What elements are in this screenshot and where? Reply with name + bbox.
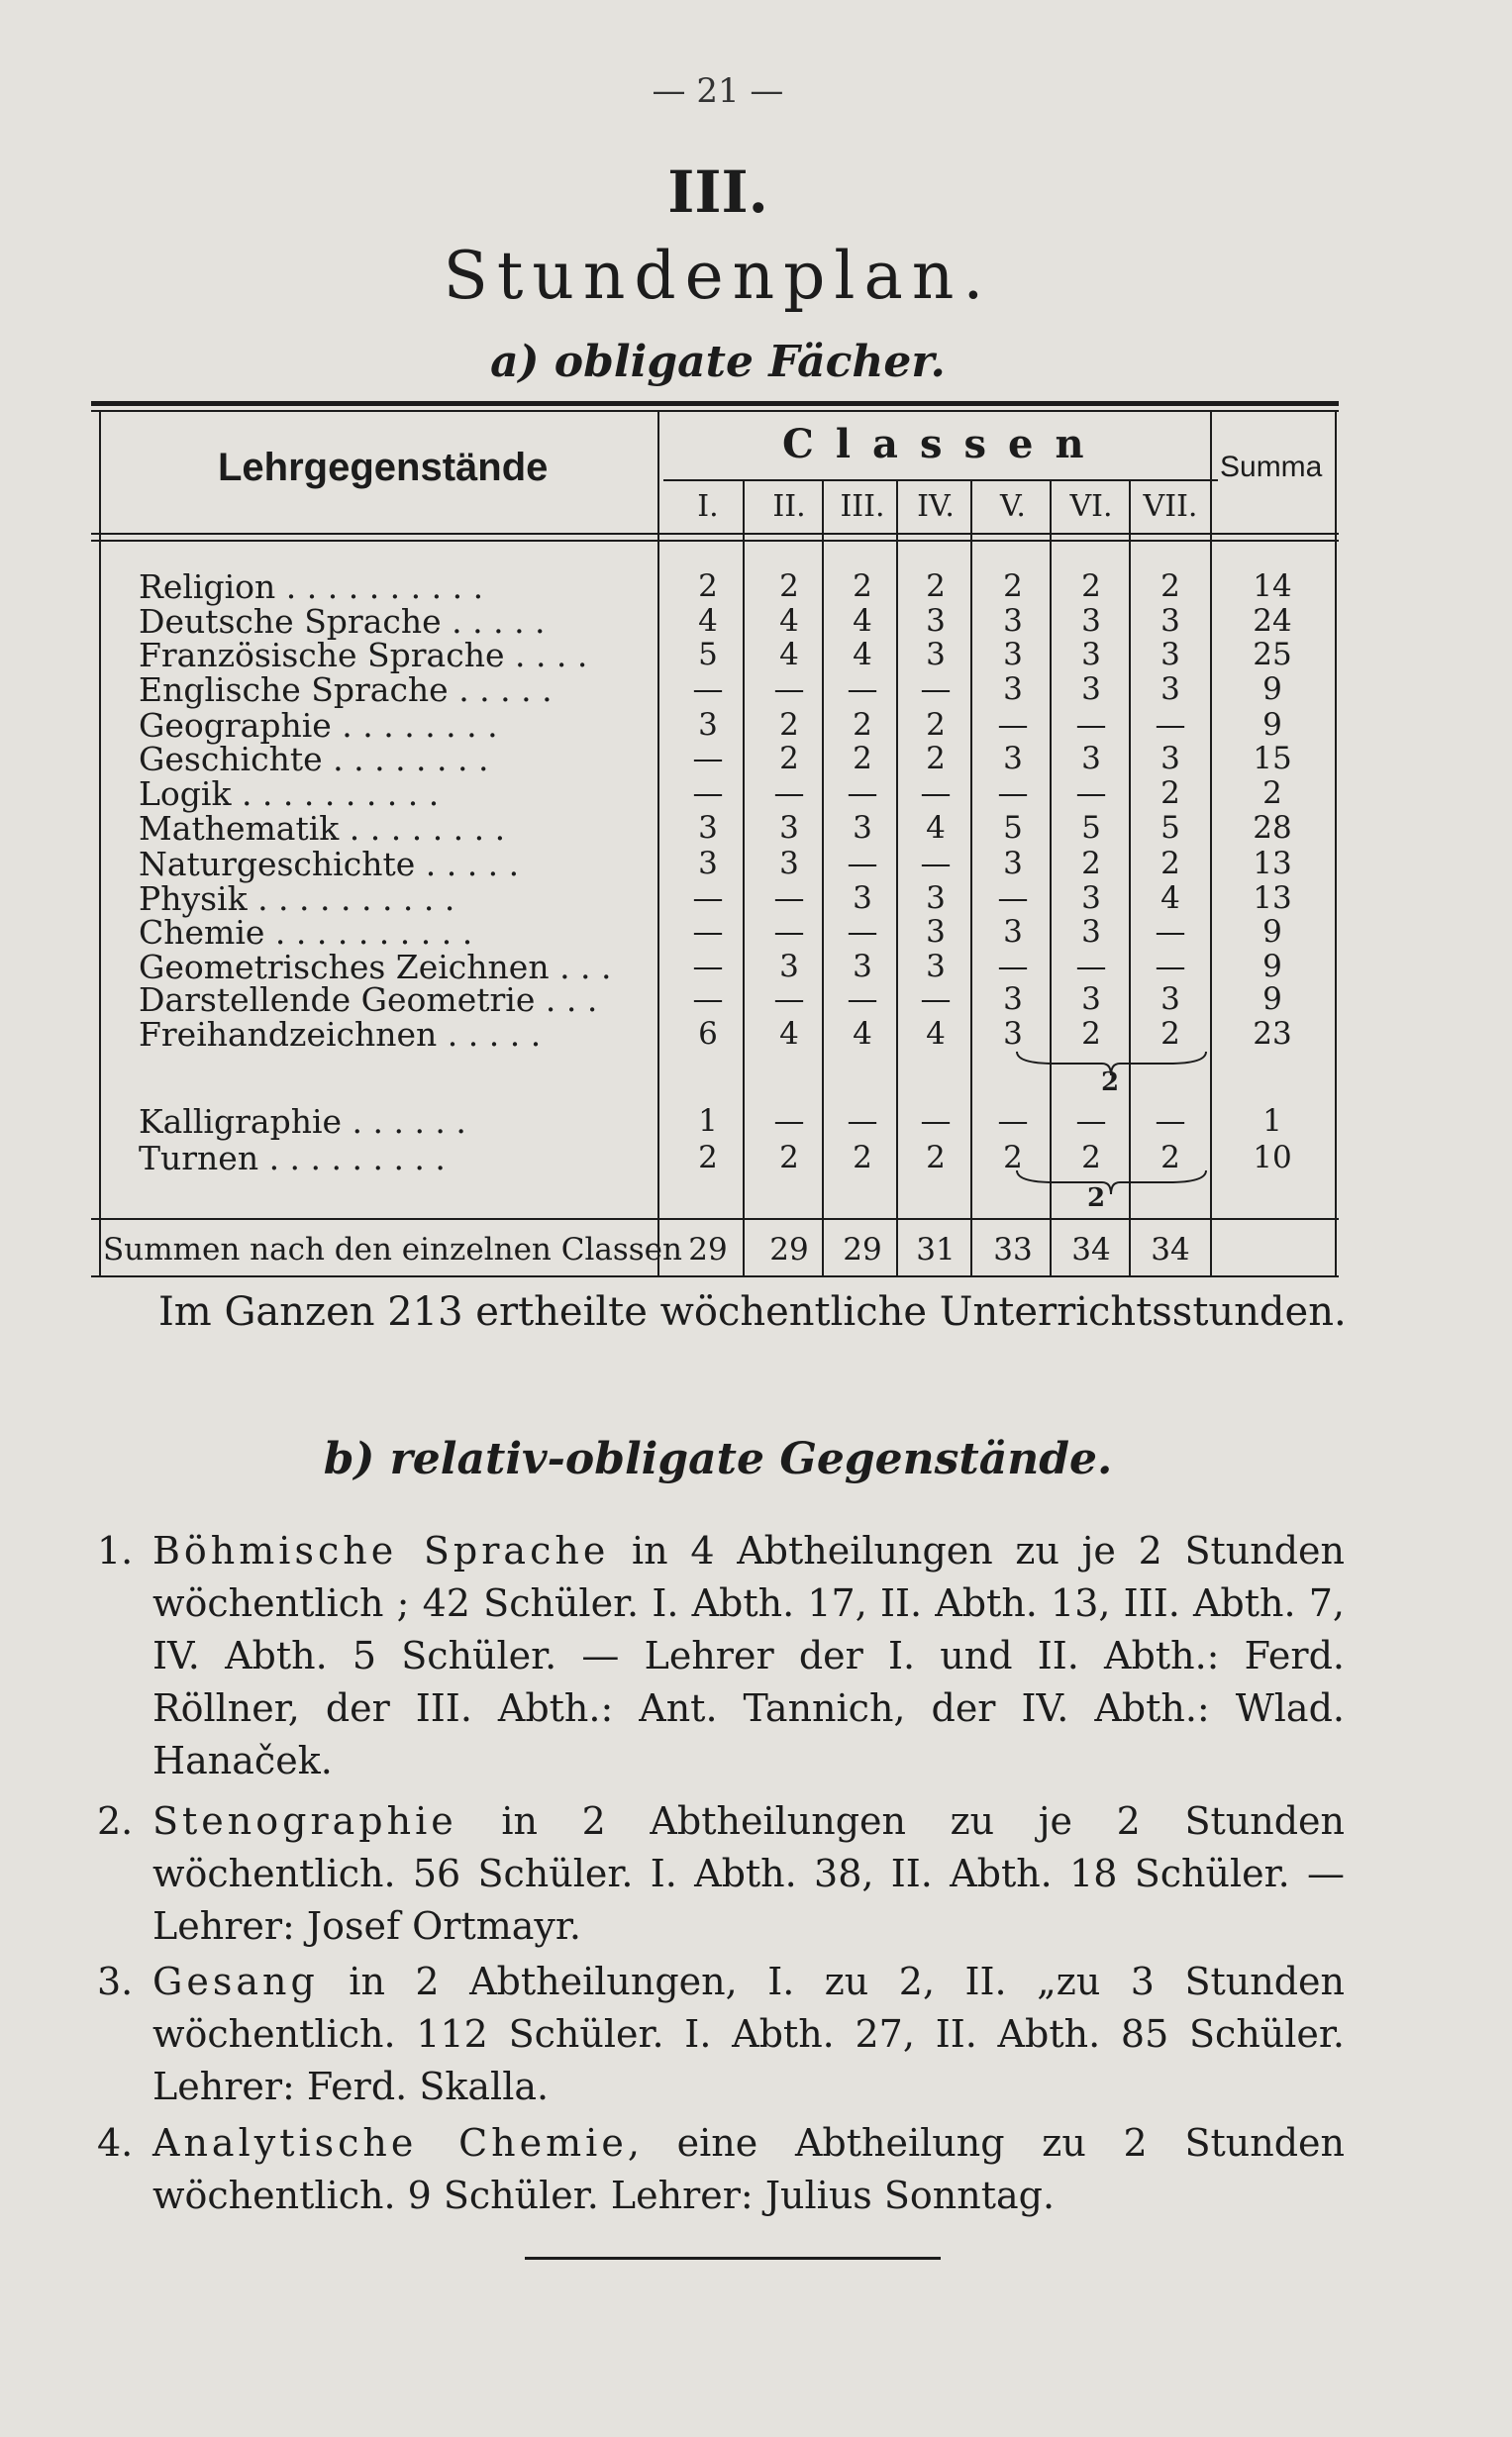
class-total: 33 xyxy=(993,1232,1033,1268)
section-a-heading: a) obligate Fächer. xyxy=(490,337,946,387)
class-total: 34 xyxy=(1071,1232,1111,1268)
hours-cell: 2 xyxy=(698,568,718,604)
hours-cell: — xyxy=(1155,914,1186,950)
hours-cell: 3 xyxy=(1003,637,1023,672)
subject-label: Naturgeschichte . . . . . xyxy=(139,845,520,883)
row-sum: 13 xyxy=(1253,880,1292,916)
hours-cell: 3 xyxy=(1003,914,1023,950)
hours-cell: — xyxy=(920,671,952,707)
hours-cell: 2 xyxy=(926,568,946,604)
hours-cell: 3 xyxy=(1081,914,1101,950)
hours-cell: 3 xyxy=(1160,981,1180,1017)
hours-cell: — xyxy=(1075,775,1107,811)
hours-cell: 2 xyxy=(853,568,872,604)
page-number: — 21 — xyxy=(652,71,784,111)
table-left-border xyxy=(99,410,101,1275)
hours-cell: — xyxy=(1075,949,1107,984)
subject-label: Deutsche Sprache . . . . . xyxy=(139,602,546,641)
item-number: 3. xyxy=(97,1960,134,2003)
item-text: , eine Abtheilung zu 2 Stunden wöchentlich. 9 Schüler. Lehrer: Julius Sonntag. xyxy=(152,2121,1346,2217)
row-sum: 9 xyxy=(1262,981,1282,1017)
row-sum: 25 xyxy=(1253,637,1292,672)
row-sum: 9 xyxy=(1262,707,1282,743)
hours-cell: 3 xyxy=(698,846,718,881)
class-total: 34 xyxy=(1151,1232,1190,1268)
hours-cell: 2 xyxy=(926,707,946,743)
hours-cell: — xyxy=(692,775,724,811)
hours-cell: 2 xyxy=(779,568,799,604)
hours-cell: 5 xyxy=(1160,810,1180,846)
hours-cell: — xyxy=(692,914,724,950)
hours-cell: 2 xyxy=(1081,846,1101,881)
column-divider xyxy=(1050,479,1052,1275)
hours-cell: 4 xyxy=(926,1016,946,1052)
hours-cell: 3 xyxy=(1160,671,1180,707)
row-sum: 1 xyxy=(1262,1103,1282,1139)
column-divider xyxy=(743,479,745,1275)
hours-cell: — xyxy=(997,1103,1029,1139)
hours-cell: 2 xyxy=(1160,1016,1180,1052)
hours-cell: — xyxy=(997,880,1029,916)
hours-cell: 4 xyxy=(853,637,872,672)
subject-label: Französische Sprache . . . . xyxy=(139,636,588,674)
hours-cell: 3 xyxy=(1003,1016,1023,1052)
class-header: III. xyxy=(840,489,885,524)
hours-cell: 2 xyxy=(1160,568,1180,604)
hours-cell: — xyxy=(997,949,1029,984)
hours-cell: 3 xyxy=(1081,671,1101,707)
hours-cell: 3 xyxy=(1081,741,1101,776)
item-number: 1. xyxy=(97,1529,134,1573)
hours-cell: — xyxy=(773,880,805,916)
hours-cell: 3 xyxy=(853,810,872,846)
class-total: 29 xyxy=(843,1232,882,1268)
hours-cell: 2 xyxy=(1160,775,1180,811)
column-divider xyxy=(657,410,659,1275)
class-total: 29 xyxy=(688,1232,728,1268)
hours-cell: 2 xyxy=(779,1140,799,1175)
subject-label: Logik . . . . . . . . . . xyxy=(139,774,440,813)
hours-cell: 4 xyxy=(853,603,872,639)
header-classes-rule xyxy=(663,479,1218,481)
subject-label: Geschichte . . . . . . . . xyxy=(139,740,489,778)
item-number: 4. xyxy=(97,2121,134,2165)
column-divider xyxy=(1129,479,1131,1275)
hours-cell: 5 xyxy=(698,637,718,672)
hours-cell: 2 xyxy=(853,1140,872,1175)
hours-cell: 2 xyxy=(779,741,799,776)
item-subject: Böhmische Sprache xyxy=(152,1529,610,1573)
hours-cell: — xyxy=(773,981,805,1017)
hours-cell: — xyxy=(920,775,952,811)
row-sum: 14 xyxy=(1253,568,1292,604)
hours-cell: 3 xyxy=(926,880,946,916)
table-top-rule xyxy=(91,401,1339,406)
hours-cell: 3 xyxy=(1003,981,1023,1017)
hours-cell: 4 xyxy=(853,1016,872,1052)
row-sum: 10 xyxy=(1253,1140,1292,1175)
subject-label: Geometrisches Zeichnen . . . xyxy=(139,948,612,986)
row-sum: 9 xyxy=(1262,949,1282,984)
item-text: in 2 Abtheilungen zu je 2 Stunden wöchentlich. 56 Schüler. I. Abth. 38, II. Abth. 18 Schüler. — Lehrer: Josef Ortmayr. xyxy=(152,1799,1345,1948)
hours-cell: 3 xyxy=(779,949,799,984)
hours-cell: — xyxy=(920,846,952,881)
hours-cell: 2 xyxy=(1081,1016,1101,1052)
hours-cell: 2 xyxy=(1160,1140,1180,1175)
hours-cell: 2 xyxy=(853,707,872,743)
table-top-rule-thin xyxy=(91,410,1339,412)
hours-cell: — xyxy=(1155,707,1186,743)
subject-label: Geographie . . . . . . . . xyxy=(139,706,498,745)
hours-cell: 3 xyxy=(853,880,872,916)
hours-cell: — xyxy=(773,1103,805,1139)
totals-top-rule xyxy=(91,1218,1339,1220)
hours-cell: 2 xyxy=(1081,1140,1101,1175)
hours-cell: — xyxy=(847,671,878,707)
hours-cell: 1 xyxy=(698,1103,718,1139)
row-sum: 15 xyxy=(1253,741,1292,776)
hours-cell: 2 xyxy=(1081,568,1101,604)
hours-cell: — xyxy=(692,949,724,984)
hours-cell: 3 xyxy=(1003,741,1023,776)
hours-cell: — xyxy=(692,671,724,707)
hours-cell: — xyxy=(773,775,805,811)
hours-cell: — xyxy=(997,707,1029,743)
hours-cell: 5 xyxy=(1003,810,1023,846)
total-hours-line: Im Ganzen 213 ertheilte wöchentliche Unterrichtsstunden. xyxy=(158,1289,1347,1335)
hours-cell: — xyxy=(692,981,724,1017)
hours-cell: — xyxy=(920,1103,952,1139)
class-header: IV. xyxy=(917,489,955,524)
hours-cell: 5 xyxy=(1081,810,1101,846)
hours-cell: 3 xyxy=(1003,846,1023,881)
subject-label: Physik . . . . . . . . . . xyxy=(139,879,455,918)
hours-cell: 3 xyxy=(926,603,946,639)
hours-cell: 2 xyxy=(1160,846,1180,881)
hours-cell: 3 xyxy=(926,914,946,950)
item-text: in 4 Abtheilungen zu je 2 Stunden wöchentlich ; 42 Schüler. I. Abth. 17, II. Abth. 13, III. Abth. 7, IV. Abth. 5 Schüler. — Lehrer der I. und II. Abth.: Ferd. Röllner, der III. Abth.: Ant. Tannich, der IV. Abth.: Wlad. Hanaček. xyxy=(152,1529,1345,1782)
hours-cell: 4 xyxy=(779,637,799,672)
hours-cell: — xyxy=(847,775,878,811)
hours-cell: 3 xyxy=(853,949,872,984)
row-sum: 23 xyxy=(1253,1016,1292,1052)
subject-label: Chemie . . . . . . . . . . xyxy=(139,913,473,952)
subject-label: Kalligraphie . . . . . . xyxy=(139,1102,466,1141)
hours-cell: — xyxy=(773,671,805,707)
item-subject: Stenographie xyxy=(152,1799,457,1843)
hours-cell: 2 xyxy=(1003,568,1023,604)
hours-cell: 3 xyxy=(698,810,718,846)
column-divider xyxy=(1335,410,1337,1275)
class-header: VII. xyxy=(1143,489,1198,524)
subject-label: Darstellende Geometrie . . . xyxy=(139,980,598,1019)
hours-cell: 3 xyxy=(779,810,799,846)
hours-cell: — xyxy=(692,741,724,776)
hours-cell: 3 xyxy=(1003,603,1023,639)
header-subjects: Lehrgegenstände xyxy=(218,446,549,489)
hours-cell: 3 xyxy=(1081,981,1101,1017)
hours-cell: — xyxy=(1075,707,1107,743)
totals-label: Summen nach den einzelnen Classen xyxy=(103,1232,682,1268)
hours-cell: 2 xyxy=(853,741,872,776)
header-bottom-rule-2 xyxy=(91,540,1339,542)
end-rule xyxy=(525,2257,941,2260)
hours-cell: 4 xyxy=(779,1016,799,1052)
class-header: VI. xyxy=(1069,489,1113,524)
section-b-heading: b) relativ-obligate Gegenstände. xyxy=(323,1434,1113,1484)
hours-cell: — xyxy=(920,981,952,1017)
chapter-number: III. xyxy=(667,158,768,226)
row-sum: 13 xyxy=(1253,846,1292,881)
row-sum: 2 xyxy=(1262,775,1282,811)
hours-cell: 4 xyxy=(698,603,718,639)
hours-cell: — xyxy=(1155,949,1186,984)
list-item xyxy=(97,1795,1345,1953)
page-title: Stundenplan. xyxy=(443,238,993,314)
subject-label: Mathematik . . . . . . . . xyxy=(139,809,506,848)
row-sum: 9 xyxy=(1262,914,1282,950)
hours-cell: 4 xyxy=(779,603,799,639)
row-sum: 24 xyxy=(1253,603,1292,639)
hours-cell: 4 xyxy=(926,810,946,846)
row-sum: 28 xyxy=(1253,810,1292,846)
item-text: in 2 Abtheilungen, I. zu 2, II. „zu 3 Stunden wöchentlich. 112 Schüler. I. Abth. 27, II. Abth. 85 Schüler. Lehrer: Ferd. Skalla. xyxy=(152,1960,1345,2108)
subject-label: Englische Sprache . . . . . xyxy=(139,670,553,709)
hours-cell: 3 xyxy=(779,846,799,881)
column-divider xyxy=(1210,410,1212,1275)
hours-cell: 3 xyxy=(1160,603,1180,639)
subject-label: Religion . . . . . . . . . . xyxy=(139,567,484,606)
class-total: 29 xyxy=(769,1232,809,1268)
item-number: 2. xyxy=(97,1799,134,1843)
hours-cell: 3 xyxy=(698,707,718,743)
hours-cell: 6 xyxy=(698,1016,718,1052)
column-divider xyxy=(970,479,972,1275)
row-sum: 9 xyxy=(1262,671,1282,707)
subject-label: Freihandzeichnen . . . . . xyxy=(139,1015,542,1054)
hours-cell: 3 xyxy=(1081,603,1101,639)
hours-cell: 2 xyxy=(1003,1140,1023,1175)
hours-cell: 3 xyxy=(1081,637,1101,672)
hours-cell: — xyxy=(692,880,724,916)
hours-cell: 3 xyxy=(1160,741,1180,776)
hours-cell: 3 xyxy=(926,637,946,672)
hours-cell: 3 xyxy=(1003,671,1023,707)
hours-cell: 4 xyxy=(1160,880,1180,916)
hours-cell: 2 xyxy=(698,1140,718,1175)
item-subject: Gesang xyxy=(152,1960,319,2003)
class-header: II. xyxy=(772,489,806,524)
hours-cell: — xyxy=(847,981,878,1017)
item-subject: Analytische Chemie xyxy=(152,2121,628,2165)
header-classes: Classen xyxy=(782,421,1106,467)
hours-cell: — xyxy=(847,846,878,881)
hours-cell: — xyxy=(1075,1103,1107,1139)
class-header: V. xyxy=(1000,489,1026,524)
list-item xyxy=(97,2117,1345,2222)
hours-cell: 3 xyxy=(1160,637,1180,672)
hours-cell: 3 xyxy=(1081,880,1101,916)
subject-label: Turnen . . . . . . . . . xyxy=(139,1139,446,1177)
hours-cell: — xyxy=(847,914,878,950)
hours-cell: 2 xyxy=(926,741,946,776)
header-sum: Summa xyxy=(1220,451,1323,483)
hours-cell: 2 xyxy=(779,707,799,743)
list-item xyxy=(97,1956,1345,2113)
brace-label-1: 2 xyxy=(1101,1067,1120,1097)
hours-cell: 2 xyxy=(926,1140,946,1175)
hours-cell: — xyxy=(847,1103,878,1139)
hours-cell: — xyxy=(997,775,1029,811)
hours-cell: 3 xyxy=(926,949,946,984)
hours-cell: — xyxy=(1155,1103,1186,1139)
table-bottom-rule xyxy=(91,1275,1339,1277)
class-header: I. xyxy=(697,489,719,524)
class-total: 31 xyxy=(916,1232,956,1268)
header-bottom-rule xyxy=(91,533,1339,535)
brace-turnen xyxy=(1015,1168,1208,1198)
brace-label-2: 2 xyxy=(1087,1183,1106,1213)
hours-cell: — xyxy=(773,914,805,950)
list-item xyxy=(97,1525,1345,1787)
